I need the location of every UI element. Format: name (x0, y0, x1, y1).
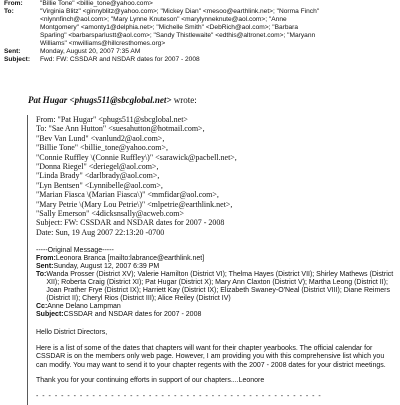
orig-sent-label: Sent: (36, 263, 54, 271)
from-label: From: (4, 0, 40, 8)
quoted-header-line: "Connie Ruffley \(Connie Ruffley\)" <sarawick@pacbell.net>, (36, 153, 276, 162)
original-divider: -----Original Message----- (36, 247, 400, 255)
to-value-line: Sparling" <barbarsparlustt@aol.com>; "Sandy Thistlewaite" <edthis@altronet.com>; "Maryann (40, 32, 396, 40)
from-row (4, 0, 396, 8)
orig-cc-row (36, 303, 400, 311)
quoted-message (27, 115, 400, 405)
email-header (4, 0, 396, 64)
orig-cc-value: Anne Delano Lampman (47, 303, 400, 311)
to-label: To: (4, 8, 40, 16)
orig-subject-row (36, 311, 400, 319)
quoted-header-line: "Marian Fiasca \(Marian Fiasca\)" <mmfidar@aol.com>, (36, 190, 276, 199)
body-paragraph: Here is a list of some of the dates that chapters will want for their chapter yearbooks. The official calendar for CSSDAR is on the members only web page. However, I am providing you with this comprehensive list which you can modify. You may want to send it to your chapter regents with the 2007 - 2008 dates for your district meetings. (36, 345, 394, 371)
subject-value: Fwd: FW: CSSDAR and NSDAR dates for 2007 - 2008 (40, 56, 396, 64)
closing: Thank you for your continuing efforts in support of our chapters....Leonore (36, 377, 394, 386)
to-value-line: <nlynnfinch@aol.com>; "Mary Lynne Knuteson" <marylynneknute@aol.com>; "Anne (40, 16, 396, 24)
orig-cc-label: Cc: (36, 303, 47, 311)
quoted-header-line: Date: Sun, 19 Aug 2007 22:13:20 -0700 (36, 228, 276, 237)
quoted-header-line: Subject: FW: CSSDAR and NSDAR dates for 2007 - 2008 (36, 218, 276, 227)
quoted-header-line: "Sally Emerson" <4dicksnsally@acweb.com> (36, 209, 276, 218)
to-value-line: Montgomery" <amonty1@delphia.net>; "Michelle Smith" <DebRich@aol.com>; "Barbara (40, 24, 396, 32)
wrote-suffix: wrote: (172, 95, 197, 105)
quoted-header-line: "Mary Petrie \(Mary Lou Petrie\)" <mlpetrie@earthlink.net>, (36, 200, 276, 209)
quoted-header-line: "Billie Tone" <billie_tone@yahoo.com>, (36, 143, 276, 152)
orig-to-value: Wanda Prosser (District XV); Valerie Hamilton (District VI); Thelma Hayes (District VII); Shirley Mathews (District XII); Roberta Craig (District XI); Pat Hugar (District X); Mary Ann Claxton (District V); Martha Leong (District II); Joan Prather Frye (District IX); Harriett Kay (District IX); Elizabeth Swaney-O'Neal (District VIII); Diane Reimers (District II); Cheryl Rios (District III); Alice Reiley (District IV) (46, 271, 400, 303)
sent-value: Monday, August 20, 2007 7:35 AM (40, 48, 396, 56)
orig-from-label: From: (36, 255, 56, 263)
quoted-header-line: "Bev Van Lund" <vanlund2@aol.com>, (36, 134, 276, 143)
dashed-separator: - - - - - - - - - - - - - - - - - - - - - - - - - - - - - - - - - - - - - - - - - - - - - - (36, 393, 394, 402)
quoted-header-line: From: "Pat Hugar" <phugs511@sbcglobal.net> (36, 115, 276, 124)
orig-from-value: Leonora Branca [mailto:labrance@earthlink.net] (56, 255, 400, 263)
message-body (36, 329, 400, 401)
subject-label: Subject: (4, 56, 40, 64)
quoted-header-line: "Donna Riegel" <deriegel@aol.com>, (36, 162, 276, 171)
orig-subject-value: CSSDAR and NSDAR dates for 2007 - 2008 (64, 311, 400, 319)
from-value: "Billie Tone" <billie_tone@yahoo.com> (40, 0, 396, 8)
orig-to-label: To: (36, 271, 46, 303)
quoted-header-line: "Lyn Bentsen" <Lynnibelle@aol.com>, (36, 181, 276, 190)
wrote-sender: Pat Hugar <phugs511@sbcglobal.net> (28, 95, 172, 105)
to-value-line: "Virginia Blitz" <ginnyblitz@yahoo.com>; "Mickey Dian" <mesoo@earthlink.net>; "Norma Finch" (40, 8, 396, 16)
original-message-header (36, 247, 400, 319)
to-value-line: Williams" <mwilliams@hillcresthomes.org> (40, 40, 396, 48)
quoted-header-line: "Linda Brady" <darlbrady@aol.com>, (36, 171, 276, 180)
sent-row (4, 48, 396, 56)
orig-from-row (36, 255, 400, 263)
sent-label: Sent: (4, 48, 40, 56)
orig-sent-row (36, 263, 400, 271)
quoted-header-line: To: "Sae Ann Hutton" <suesahutton@hotmail.com>, (36, 124, 276, 133)
orig-sent-value: Sunday, August 12, 2007 6:39 PM (54, 263, 400, 271)
quoted-header (36, 115, 276, 237)
wrote-line (28, 95, 197, 105)
greeting: Hello District Directors, (36, 329, 394, 338)
to-row (4, 8, 396, 16)
orig-subject-label: Subject: (36, 311, 64, 319)
orig-to-row (36, 271, 400, 303)
subject-row (4, 56, 396, 64)
